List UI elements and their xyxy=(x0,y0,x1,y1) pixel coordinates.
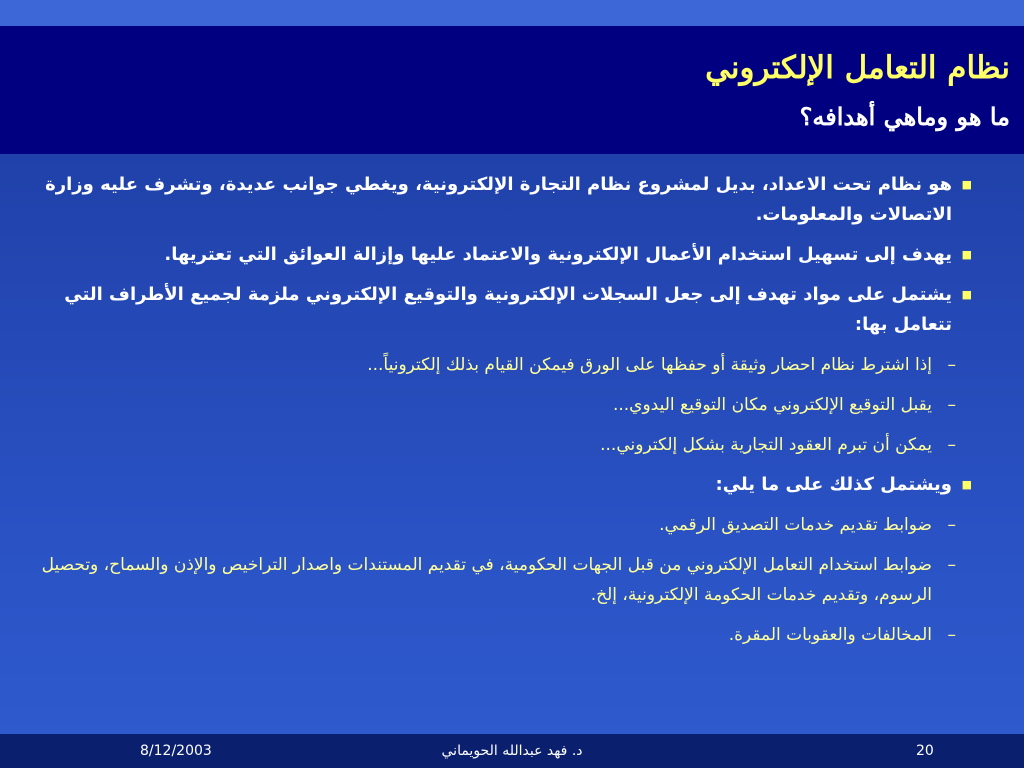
sub-bullet-item xyxy=(40,510,974,540)
sub-bullet-text: يمكن أن تبرم العقود التجارية بشكل إلكتروني... xyxy=(600,435,932,455)
sub-bullet-text: يقبل التوقيع الإلكتروني مكان التوقيع اليدوي... xyxy=(612,395,932,415)
sub-bullet-item xyxy=(40,550,974,610)
bullet-text: يشتمل على مواد تهدف إلى جعل السجلات الإلكترونية والتوقيع الإلكتروني ملزمة لجميع الأطراف التي تتعامل بها: xyxy=(64,284,952,335)
dash-bullet-icon: – xyxy=(947,395,956,415)
sub-bullet-text: ضوابط استخدام التعامل الإلكتروني من قبل الجهات الحكومية، في تقديم المستندات واصدار التراخيص والإذن والسماح، وتحصيل الرسوم، وتقديم خدمات الحكومة الإلكترونية، إلخ. xyxy=(41,555,932,605)
dash-bullet-icon: – xyxy=(947,355,956,375)
bullet-item xyxy=(40,470,974,500)
sub-bullet-text: المخالفات والعقوبات المقرة. xyxy=(728,625,932,645)
square-bullet-icon: ■ xyxy=(961,288,972,301)
dash-bullet-icon: – xyxy=(947,555,956,575)
slide-footer xyxy=(0,734,1024,768)
bullet-item xyxy=(40,170,974,230)
slide-body xyxy=(40,170,974,734)
slide-header xyxy=(0,26,1024,154)
sub-bullet-item xyxy=(40,430,974,460)
slide-subtitle: ما هو وماهي أهدافه؟ xyxy=(799,102,1010,131)
sub-bullet-item xyxy=(40,390,974,420)
sub-bullet-text: ضوابط تقديم خدمات التصديق الرقمي. xyxy=(659,515,932,535)
square-bullet-icon: ■ xyxy=(961,478,972,491)
sub-bullet-item xyxy=(40,620,974,650)
footer-date: 8/12/2003 xyxy=(140,743,212,759)
sub-bullet-text: إذا اشترط نظام احضار وثيقة أو حفظها على الورق فيمكن القيام بذلك إلكترونياً... xyxy=(367,355,932,375)
dash-bullet-icon: – xyxy=(947,515,956,535)
bullet-text: يهدف إلى تسهيل استخدام الأعمال الإلكترونية والاعتماد عليها وإزالة العوائق التي تعتريها. xyxy=(164,244,952,265)
bullet-item xyxy=(40,240,974,270)
square-bullet-icon: ■ xyxy=(961,178,972,191)
top-bar xyxy=(0,0,1024,26)
slide-title: نظام التعامل الإلكتروني xyxy=(705,50,1010,86)
bullet-item xyxy=(40,280,974,340)
square-bullet-icon: ■ xyxy=(961,248,972,261)
dash-bullet-icon: – xyxy=(947,435,956,455)
page-number: 20 xyxy=(916,743,934,759)
sub-bullet-item xyxy=(40,350,974,380)
footer-author: د. فهد عبدالله الحويماني xyxy=(441,743,583,759)
dash-bullet-icon: – xyxy=(947,625,956,645)
bullet-text: ويشتمل كذلك على ما يلي: xyxy=(715,474,952,495)
bullet-text: هو نظام تحت الاعداد، بديل لمشروع نظام التجارة الإلكترونية، ويغطي جوانب عديدة، وتشرف عليه وزارة الاتصالات والمعلومات. xyxy=(45,174,952,225)
